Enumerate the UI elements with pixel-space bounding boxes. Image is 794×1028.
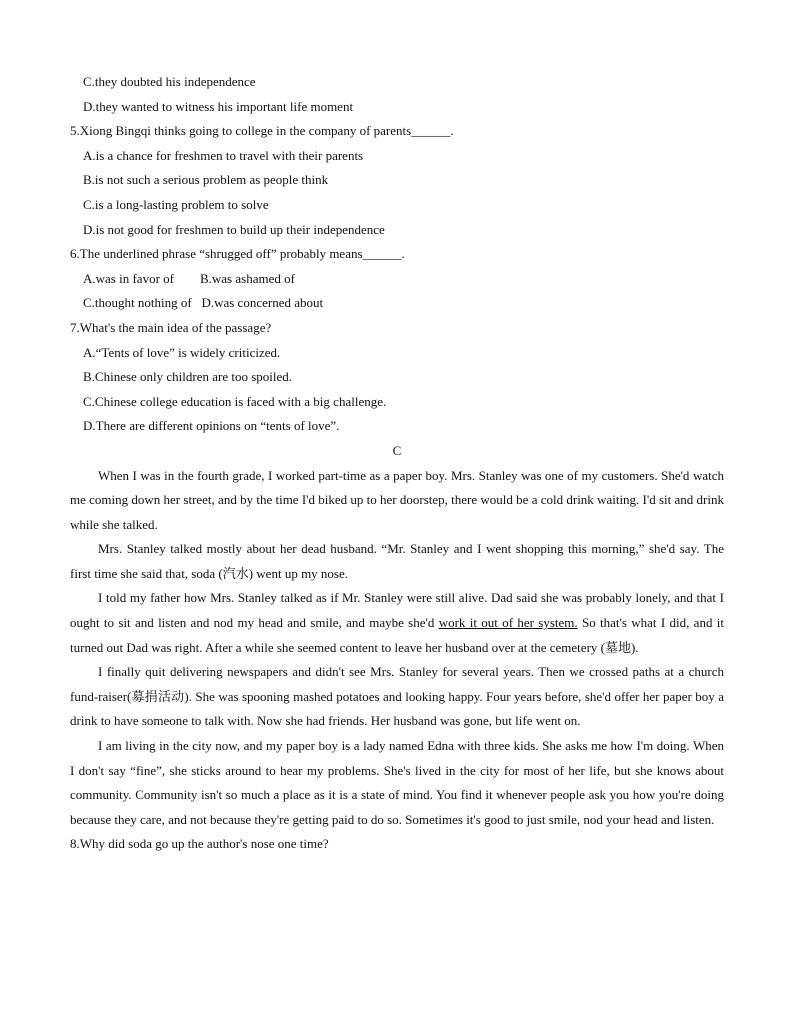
q4-option-d: D.they wanted to witness his important life moment	[83, 98, 354, 114]
passage-paragraph-3	[70, 586, 724, 660]
section-heading: C	[392, 442, 402, 458]
q5-option-a: A.is a chance for freshmen to travel with their parents	[83, 147, 364, 163]
q7-stem: 7.What's the main idea of the passage?	[70, 319, 272, 335]
q5-option-c: C.is a long-lasting problem to solve	[83, 196, 269, 212]
underlined-phrase: work it out of her system.	[438, 615, 578, 631]
q5-option-d: D.is not good for freshmen to build up their independence	[83, 221, 385, 237]
paragraph-3-text-after: So that's what I did, and it turned out Dad was right. After a while she seemed content to leave her husband over at the cemetery (墓地).	[70, 615, 725, 655]
q6-options-ab: A.was in favor of B.was ashamed of	[83, 270, 295, 286]
passage-paragraph-4: I finally quit delivering newspapers and didn't see Mrs. Stanley for several years. Then we crossed paths at a church fund-raiser(募捐活动). She was spooning mashed potatoes and looking happy. Four years before, she'd offer her paper boy a drink to have someone to talk with. Now she had friends. Her husband was gone, but life went on.	[70, 664, 724, 729]
passage-paragraph-5: I am living in the city now, and my paper boy is a lady named Edna with three kids. She asks me how I'm doing. When I don't say “fine”, she sticks around to hear my problems. She's lived in the city for most of her life, but she knows about community. Community isn't so much a place as it is a state of mind. You find it whenever people ask you how you're doing because they care, and not because they're getting paid to do so. Sometimes it's good to just smile, nod your head and listen.	[70, 738, 724, 827]
q8-stem: 8.Why did soda go up the author's nose one time?	[70, 836, 329, 852]
q5-option-b: B.is not such a serious problem as people think	[83, 172, 329, 188]
passage-paragraph-2: Mrs. Stanley talked mostly about her dead husband. “Mr. Stanley and I went shopping this morning,” she'd say. The first time she said that, soda (汽水) went up my nose.	[70, 541, 724, 581]
q7-option-c: C.Chinese college education is faced with a big challenge.	[83, 393, 387, 409]
paragraph-3-text-before: I told my father how Mrs. Stanley talked as if Mr. Stanley were still alive. Dad said she was probably lonely, and that I ought to sit and listen and nod my head and smile, and maybe she'd	[70, 590, 724, 631]
q6-options-cd: C.thought nothing of D.was concerned about	[83, 295, 324, 311]
passage	[70, 464, 724, 833]
q5-stem: 5.Xiong Bingqi thinks going to college in the company of parents______.	[70, 123, 454, 139]
q7-option-a: A.“Tents of love” is widely criticized.	[83, 344, 281, 360]
q7-option-b: B.Chinese only children are too spoiled.	[83, 369, 293, 385]
q7-option-d: D.There are different opinions on “tents of love”.	[83, 418, 340, 434]
q4-option-c: C.they doubted his independence	[83, 74, 256, 89]
q6-stem: 6.The underlined phrase “shrugged off” probably means______.	[70, 246, 405, 262]
passage-paragraph-1: When I was in the fourth grade, I worked part-time as a paper boy. Mrs. Stanley was one of my customers. She'd watch me coming down her street, and by the time I'd biked up to her doorstep, there would be a cold drink waiting. I'd sit and drink while she talked.	[70, 467, 724, 532]
document-page	[70, 70, 724, 857]
